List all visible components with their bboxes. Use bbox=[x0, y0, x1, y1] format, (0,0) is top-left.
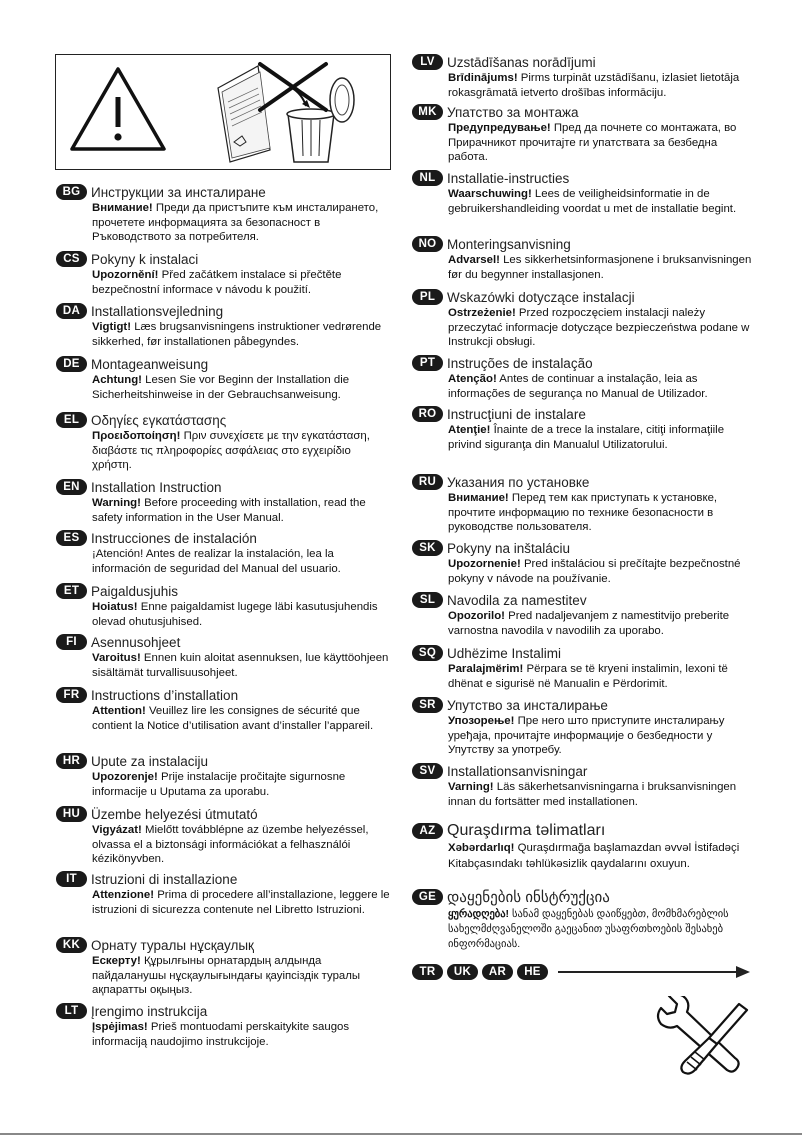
lang-entry-az bbox=[412, 822, 752, 872]
lang-title: Wskazówki dotyczące instalacji bbox=[447, 289, 635, 305]
lang-badge: NO bbox=[412, 236, 443, 252]
lang-title: Udhëzime Instalimi bbox=[447, 645, 562, 661]
lang-badge-ar: AR bbox=[482, 964, 513, 980]
lang-entry-el bbox=[56, 412, 396, 473]
lang-entry-sr bbox=[412, 697, 752, 758]
warning-text: Læs brugsanvisningens instruktioner vedrørende sikkerhed, før installationen påbegyndes. bbox=[92, 321, 382, 348]
lang-badge-uk: UK bbox=[447, 964, 478, 980]
warning-text: Ennen kuin aloitat asennuksen, lue käyttöohjeen sisältämät turvallisuusohjeet. bbox=[92, 652, 389, 679]
lang-entry-sk bbox=[412, 540, 752, 586]
lang-badge: GE bbox=[412, 889, 443, 905]
lang-title: Monteringsanvisning bbox=[447, 236, 571, 252]
lang-entry-fr bbox=[56, 687, 396, 733]
lang-badge: FI bbox=[56, 634, 87, 650]
warning-text: Lesen Sie vor Beginn der Installation die Sicherheitshinweise in der Gebrauchsanweisung. bbox=[92, 374, 350, 401]
lang-entry-no bbox=[412, 236, 752, 282]
warning-text: Läs säkerhetsanvisningarna i bruksanvisningen innan du fortsätter med installationen. bbox=[448, 781, 737, 808]
lang-title: Upute za instalaciju bbox=[91, 753, 209, 769]
warning-text: Przed rozpoczęciem instalacji należy przeczytać informacje dotyczące bezpieczeństwa podane w Instrukcji obsługi. bbox=[448, 307, 750, 349]
warning-text: Pirms turpināt uzstādīšanu, izlasiet lietotāja rokasgrāmatā ietverto drošības informāciju. bbox=[448, 72, 740, 99]
warning-label: Предупредување! bbox=[448, 122, 551, 134]
warning-text: Lees de veiligheidsinformatie in de gebruikershandleiding voordat u met de installatie begint. bbox=[448, 188, 737, 215]
warning-text: Pred nadaljevanjem z namestitvijo preberite varnostna navodila v navodilih za uporabo. bbox=[448, 610, 730, 637]
warning-label: Atenţie! bbox=[448, 424, 491, 436]
lang-title: Paigaldusjuhis bbox=[91, 583, 179, 599]
lang-badge: ES bbox=[56, 530, 87, 546]
lang-title: Installatie-instructies bbox=[447, 170, 570, 186]
lang-entry-es bbox=[56, 530, 396, 576]
lang-title: Указания по установке bbox=[447, 474, 590, 490]
warning-label: Įspėjimas! bbox=[92, 1021, 148, 1033]
lang-badge: ET bbox=[56, 583, 87, 599]
lang-entry-sq bbox=[412, 645, 752, 691]
lang-badge: HU bbox=[56, 806, 87, 822]
warning-text: Пре него што приступите инсталирању уређаја, прочитајте информације о безбедности у Упутству за употребу. bbox=[448, 715, 725, 757]
lang-entry-et bbox=[56, 583, 396, 629]
lang-title: Quraşdırma təlimatları bbox=[447, 822, 606, 839]
warning-label: Warning! bbox=[92, 497, 141, 509]
lang-badge: LV bbox=[412, 54, 443, 70]
warning-label: ყურადღება! bbox=[448, 908, 510, 920]
lang-badge: PT bbox=[412, 355, 443, 371]
lang-title: Орнату туралы нұсқаулық bbox=[91, 937, 254, 953]
warning-label: Upozorenje! bbox=[92, 771, 158, 783]
page-bottom-rule bbox=[0, 1133, 802, 1135]
warning-label: Упозорење! bbox=[448, 715, 515, 727]
lang-title: Üzembe helyezési útmutató bbox=[91, 806, 258, 822]
warning-label: Brīdinājums! bbox=[448, 72, 518, 84]
warning-label: Attenzione! bbox=[92, 889, 155, 901]
lang-title: Instrucţiuni de instalare bbox=[447, 406, 586, 422]
lang-title: Installation Instruction bbox=[91, 479, 222, 495]
lang-badge: LT bbox=[56, 1003, 87, 1019]
lang-badge: SV bbox=[412, 763, 443, 779]
warning-label: Ostrzeżenie! bbox=[448, 307, 516, 319]
warning-text: Преди да пристъпите към инсталирането, прочетете информацията за безопасност в Ръководството за потребителя. bbox=[92, 202, 379, 244]
arrow-head bbox=[736, 966, 750, 978]
warning-text: Prieš montuodami perskaitykite saugos informaciją naudojimo instrukcijoje. bbox=[92, 1021, 350, 1048]
lang-badge: KK bbox=[56, 937, 87, 953]
lang-title: Instruções de instalação bbox=[447, 355, 593, 371]
lang-badge: RU bbox=[412, 474, 443, 490]
warning-text: Veuillez lire les consignes de sécurité que contient la Notice d’utilisation avant d’installer l’appareil. bbox=[92, 705, 374, 732]
extra-language-badges bbox=[412, 964, 552, 980]
warning-text: სანამ დაყენებას დაიწყებთ, მომხმარებლის სახელმძღვანელოში გაეცანით უსაფრთხოების შესახებ ინფორმაციას. bbox=[448, 908, 729, 950]
warning-text: Πριν συνεχίσετε με την εγκατάσταση, διαβάστε τις πληροφορίες ασφάλειας στο εγχειρίδιο χρήστη. bbox=[92, 430, 370, 472]
lang-entry-pt bbox=[412, 355, 752, 401]
warning-label: Προειδοποίηση! bbox=[92, 430, 181, 442]
lang-title: Упутство за инсталирање bbox=[447, 697, 608, 713]
warning-text: Пред да почнете со монтажата, во Прирачникот прочитајте ги упатствата за безбедна работа. bbox=[448, 122, 737, 164]
lang-title: Οδηγίες εγκατάστασης bbox=[91, 412, 227, 428]
lang-badge-tr: TR bbox=[412, 964, 443, 980]
lang-title: Pokyny k instalaci bbox=[91, 251, 199, 267]
warning-label: Vigyázat! bbox=[92, 824, 142, 836]
warning-text: Pred inštaláciou si prečítajte bezpečnostné pokyny v návode na používanie. bbox=[448, 558, 741, 585]
lang-title: დაყენების ინსტრუქცია bbox=[447, 889, 610, 906]
warning-label: Varoitus! bbox=[92, 652, 141, 664]
lang-badge: NL bbox=[412, 170, 443, 186]
warning-label: Paralajmërim! bbox=[448, 663, 524, 675]
lang-entry-bg bbox=[56, 184, 396, 245]
lang-badge: SK bbox=[412, 540, 443, 556]
wrench-screwdriver-icon bbox=[647, 996, 757, 1078]
lang-entry-ru bbox=[412, 474, 752, 535]
lang-entry-nl bbox=[412, 170, 752, 216]
lang-title: Instructions d’installation bbox=[91, 687, 239, 703]
lang-badge: RO bbox=[412, 406, 443, 422]
warning-text: Before proceeding with installation, read the safety information in the User Manual. bbox=[92, 497, 366, 524]
lang-badge: HR bbox=[56, 753, 87, 769]
lang-entry-ro bbox=[412, 406, 752, 452]
lang-badge: IT bbox=[56, 871, 87, 887]
lang-badge: EN bbox=[56, 479, 87, 495]
warning-label: Xəbərdarlıq! bbox=[448, 842, 515, 854]
lang-badge: SR bbox=[412, 697, 443, 713]
warning-text: Před začátkem instalace si přečtěte bezpečnostní informace v návodu k použití. bbox=[92, 269, 342, 296]
lang-badge: DE bbox=[56, 356, 87, 372]
lang-title: Installationsanvisningar bbox=[447, 763, 588, 779]
lang-badge: CS bbox=[56, 251, 87, 267]
lang-title: Uzstādīšanas norādījumi bbox=[447, 54, 596, 70]
lang-entry-da bbox=[56, 303, 396, 349]
warning-text: Les sikkerhetsinformasjonene i bruksanvisningen før du begynner installasjonen. bbox=[448, 254, 752, 281]
lang-entry-de bbox=[56, 356, 396, 402]
lang-title: Упатство за монтажа bbox=[447, 104, 579, 120]
warning-text: Enne paigaldamist lugege läbi kasutusjuhendis olevad ohutusjuhised. bbox=[92, 601, 378, 628]
lang-title: Montageanweisung bbox=[91, 356, 209, 372]
warning-label: Внимание! bbox=[92, 202, 153, 214]
warning-label: Opozorilo! bbox=[448, 610, 505, 622]
lang-entry-mk bbox=[412, 104, 752, 165]
lang-entry-lv bbox=[412, 54, 752, 100]
lang-entry-en bbox=[56, 479, 396, 525]
lang-entry-ge bbox=[412, 888, 752, 952]
warning-label: Ескерту! bbox=[92, 955, 141, 967]
lang-title: Инструкции за инсталиране bbox=[91, 184, 266, 200]
arrow-right-icon bbox=[558, 971, 738, 973]
warning-text: Antes de continuar a instalação, leia as informações de segurança no Manual de Utilizador. bbox=[448, 373, 708, 400]
warning-text: Quraşdırmağa başlamazdan əvvəl İstifadəçi Kitabçasındakı təhlükəsizlik qaydalarını oxuyun. bbox=[448, 842, 740, 870]
lang-badge: AZ bbox=[412, 823, 443, 839]
warning-label: Attention! bbox=[92, 705, 146, 717]
lang-badge: PL bbox=[412, 289, 443, 305]
warning-text: Mielőtt továbblépne az üzembe helyezéssel, olvassa el a biztonsági információkat a felhasználói kézikönyvben. bbox=[92, 824, 369, 866]
lang-entry-sv bbox=[412, 763, 752, 809]
lang-entry-kk bbox=[56, 937, 396, 998]
lang-badge-he: HE bbox=[517, 964, 548, 980]
lang-badge: MK bbox=[412, 104, 443, 120]
warning-label: Внимание! bbox=[448, 492, 509, 504]
warning-label: Vigtigt! bbox=[92, 321, 132, 333]
warning-label: Hoiatus! bbox=[92, 601, 138, 613]
lang-entry-fi bbox=[56, 634, 396, 680]
lang-title: Pokyny na inštaláciu bbox=[447, 540, 571, 556]
lang-entry-hr bbox=[56, 753, 396, 799]
lang-badge: EL bbox=[56, 412, 87, 428]
lang-badge: SQ bbox=[412, 645, 443, 661]
warning-label: Varning! bbox=[448, 781, 494, 793]
warning-text: Înainte de a trece la instalare, citiţi informaţiile privind siguranţa din Manualul Utilizatorului. bbox=[448, 424, 725, 451]
lang-badge: DA bbox=[56, 303, 87, 319]
lang-title: Instrucciones de instalación bbox=[91, 530, 257, 546]
lang-badge: FR bbox=[56, 687, 87, 703]
warning-text: Перед тем как приступать к установке, прочтите информацию по технике безопасности в руководстве пользователя. bbox=[448, 492, 718, 534]
warning-label: Advarsel! bbox=[448, 254, 500, 266]
lang-title: Istruzioni di installazione bbox=[91, 871, 238, 887]
lang-entry-it bbox=[56, 871, 396, 917]
warning-text: Құрылғыны орнатардың алдында пайдаланушы нұсқаулығындағы қауіпсіздік туралы ақпаратты оқыңыз. bbox=[92, 955, 361, 997]
lang-title: Įrengimo instrukcija bbox=[91, 1003, 208, 1019]
warning-label: Upozornění! bbox=[92, 269, 159, 281]
warning-label: Waarschuwing! bbox=[448, 188, 532, 200]
lang-title: Installationsvejledning bbox=[91, 303, 224, 319]
lang-entry-lt bbox=[56, 1003, 396, 1049]
discard-manual-icon bbox=[210, 58, 370, 166]
lang-badge: SL bbox=[412, 592, 443, 608]
lang-title: Asennusohjeet bbox=[91, 634, 181, 650]
lang-badge: BG bbox=[56, 184, 87, 200]
warning-label: Atenção! bbox=[448, 373, 497, 385]
lang-entry-sl bbox=[412, 592, 752, 638]
warning-text: ¡Atención! Antes de realizar la instalación, lea la información de seguridad del Manual del usuario. bbox=[92, 548, 341, 575]
lang-entry-cs bbox=[56, 251, 396, 297]
lang-entry-hu bbox=[56, 806, 396, 867]
warning-label: Upozornenie! bbox=[448, 558, 521, 570]
lang-entry-pl bbox=[412, 289, 752, 350]
warning-text: Përpara se të kryeni instalimin, lexoni të dhënat e sigurisë në Manualin e Përdorimit. bbox=[448, 663, 728, 690]
warning-text: Prije instalacije pročitajte sigurnosne informacije u Uputama za uporabu. bbox=[92, 771, 346, 798]
lang-title: Navodila za namestitev bbox=[447, 592, 587, 608]
warning-text: Prima di procedere all’installazione, leggere le istruzioni di sicurezza contenute nel Libretto Istruzioni. bbox=[92, 889, 390, 916]
warning-label: Achtung! bbox=[92, 374, 142, 386]
